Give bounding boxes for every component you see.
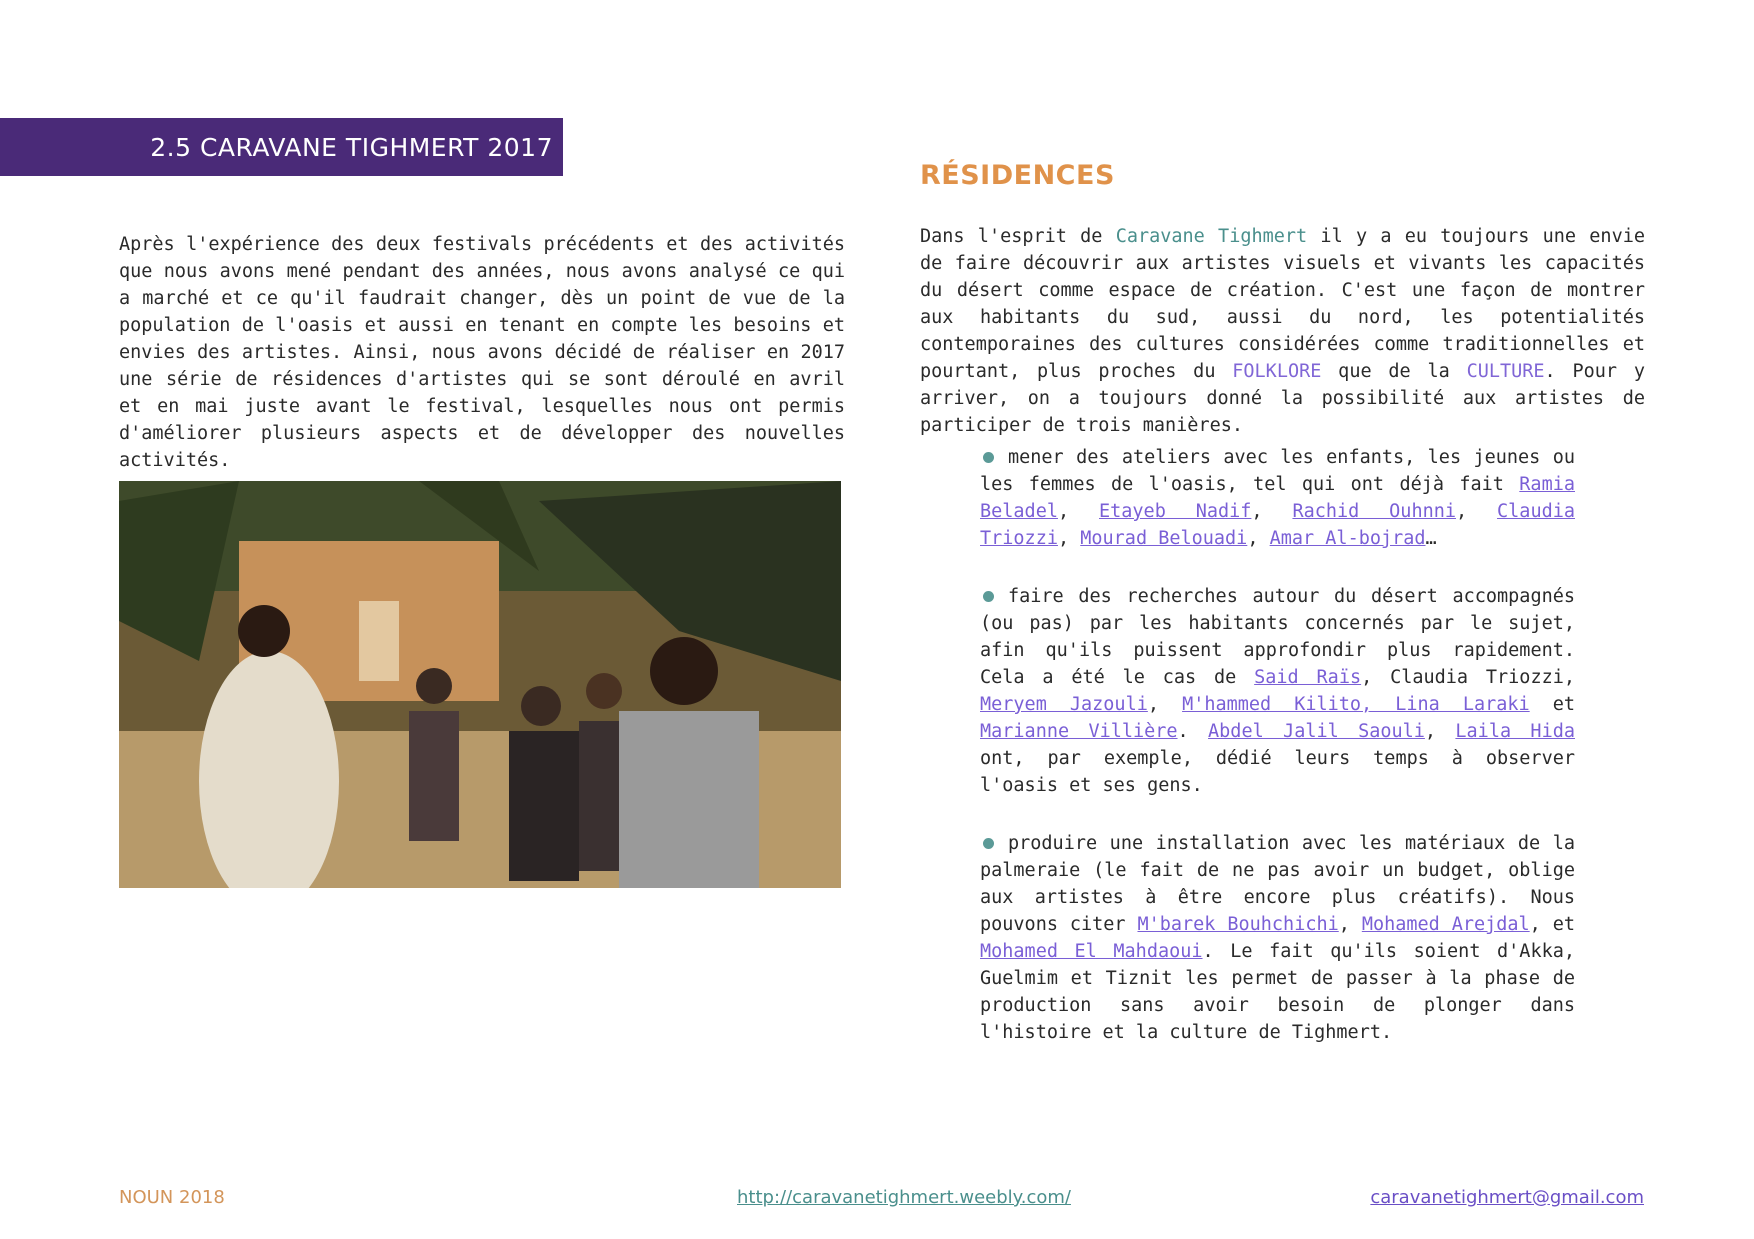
item-text: mener des ateliers avec les enfants, les jeunes ou les femmes de l'oasis, tel qui ont déjà fait xyxy=(980,447,1575,495)
artist-link[interactable]: Ramia Beladel xyxy=(980,474,1575,522)
item-text: . Le fait qu'ils soient d'Akka, Guelmim et Tiznit les permet de passer à la phase de production sans avoir besoin de plonger dans l'histoire et la culture de Tighmert. xyxy=(980,941,1576,1043)
item-text: produire une installation avec les matériaux de la palmeraie (le fait de ne pas avoir un budget, oblige aux artistes à être encore plus créatifs). Nous pouvons citer xyxy=(980,833,1575,935)
artist-link[interactable]: Marianne Villière xyxy=(980,721,1178,742)
artist-link[interactable]: Laila Hida xyxy=(1455,721,1575,742)
artist-link[interactable]: Said Raïs xyxy=(1254,667,1362,688)
item-text: , et xyxy=(1529,914,1575,935)
artist-link[interactable]: Mourad Belouadi xyxy=(1080,528,1248,549)
residences-title: RÉSIDENCES xyxy=(920,160,1115,191)
artist-link[interactable]: M'barek Bouhchichi xyxy=(1137,914,1339,935)
folklore-highlight: FOLKLORE xyxy=(1232,361,1322,382)
footer-website-link[interactable]: http://caravanetighmert.weebly.com/ xyxy=(737,1187,1071,1208)
artist-link[interactable]: Mohamed Arejdal xyxy=(1361,914,1530,935)
item-text: et xyxy=(1529,694,1575,715)
item-text: , Claudia Triozzi, xyxy=(1361,667,1575,688)
artist-link[interactable]: Etayeb Nadif xyxy=(1099,501,1252,522)
artist-link[interactable]: Abdel Jalil Saouli xyxy=(1208,721,1425,742)
artist-link[interactable]: Rachid Ouhnni xyxy=(1292,501,1456,522)
bullet-icon xyxy=(983,591,994,602)
list-item xyxy=(980,583,1575,799)
residency-modes-list xyxy=(980,444,1575,1077)
separator: , xyxy=(1456,501,1498,522)
artist-link[interactable]: Mohamed El Mahdaoui xyxy=(980,941,1203,962)
intro-text: Dans l'esprit de xyxy=(920,226,1116,247)
artist-link[interactable]: M'hammed Kilito, Lina Laraki xyxy=(1182,694,1530,715)
bullet-icon xyxy=(983,838,994,849)
separator: , xyxy=(1251,501,1293,522)
list-item xyxy=(980,830,1575,1046)
separator: , xyxy=(1338,914,1362,935)
separator: , xyxy=(1424,721,1456,742)
section-header-band xyxy=(0,118,563,176)
separator: , xyxy=(1147,694,1183,715)
artist-link[interactable]: Amar Al-bojrad xyxy=(1269,528,1426,549)
artist-link[interactable]: Meryem Jazouli xyxy=(980,694,1148,715)
bullet-icon xyxy=(983,452,994,463)
residency-photo xyxy=(119,481,841,888)
separator: , xyxy=(1057,501,1099,522)
footer-email-link[interactable]: caravanetighmert@gmail.com xyxy=(1370,1187,1644,1208)
intro-paragraph: Après l'expérience des deux festivals précédents et des activités que nous avons mené pendant des années, nous avons analysé ce qui a marché et ce qu'il faudrait changer, dès un point de vue de la population de l'oasis et aussi en tenant en compte les besoins et envies des artistes. Ainsi, nous avons décidé de réaliser en 2017 une série de résidences d'artistes qui se sont déroulé en avril et en mai juste avant le festival, lesquelles nous ont permis d'améliorer plusieurs aspects et de développer des nouvelles activités. xyxy=(119,234,845,471)
separator: , xyxy=(1057,528,1081,549)
caravane-highlight: Caravane Tighmert xyxy=(1115,226,1308,247)
residences-intro xyxy=(920,223,1645,439)
item-text: ont, par exemple, dédié leurs temps à observer l'oasis et ses gens. xyxy=(980,748,1575,796)
item-text: . xyxy=(1177,721,1209,742)
list-item xyxy=(980,444,1575,552)
intro-text: . Pour y arriver, on a toujours donné la possibilité aux artistes de participer de trois manières. xyxy=(920,361,1645,436)
section-title: 2.5 CARAVANE TIGHMERT 2017 xyxy=(150,132,553,162)
culture-highlight: CULTURE xyxy=(1466,361,1545,382)
ellipsis: … xyxy=(1425,528,1437,549)
separator: , xyxy=(1247,528,1270,549)
artist-link[interactable]: Claudia Triozzi xyxy=(980,501,1575,549)
footer-edition: NOUN 2018 xyxy=(119,1187,225,1208)
item-text: faire des recherches autour du désert accompagnés (ou pas) par les habitants concernés par le sujet, afin qu'ils puissent approfondir plus rapidement. Cela a été le cas de xyxy=(980,586,1575,688)
intro-text: que de la xyxy=(1321,361,1467,382)
intro-text: il y a eu toujours une envie de faire découvrir aux artistes visuels et vivants les capacités du désert comme espace de création. C'est une façon de montrer aux habitants du sud, aussi du nord, les potentialités contemporaines des cultures considérées comme traditionnelles et pourtant, plus proches du xyxy=(920,226,1645,382)
